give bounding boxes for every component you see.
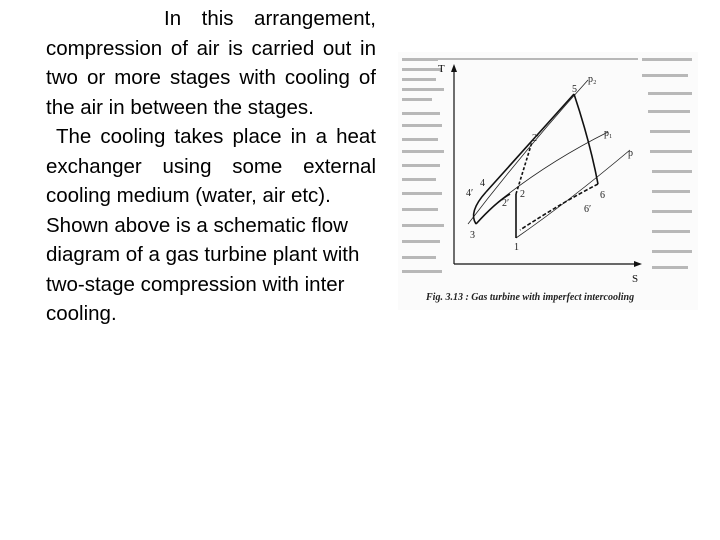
pressure-p1-label: p₁ <box>604 128 613 139</box>
paragraph-cooling: The cooling takes place in a heat exchanger using some external cooling medium (water, air etc). <box>46 125 376 207</box>
figure-caption: Fig. 3.13 : Gas turbine with imperfect intercooling <box>426 292 635 303</box>
paragraph-arrangement: In this arrangement, compression of air is carried out in two or more stages with cooling of the air in between the stages. <box>46 7 376 119</box>
t-axis-arrow <box>451 64 457 72</box>
t-axis-label: T <box>438 63 445 75</box>
point-5-label: 5 <box>572 84 577 95</box>
ts-diagram-figure <box>398 52 698 310</box>
pressure-p2-label: p₂ <box>588 74 597 85</box>
point-2prime-high-label: 2′ <box>532 133 540 144</box>
point-4prime-label: 4′ <box>466 188 474 199</box>
point-2prime-low-label: 2′ <box>502 198 510 209</box>
s-axis-arrow <box>634 261 642 267</box>
s-axis-label: S <box>632 273 639 285</box>
isobars <box>468 80 630 238</box>
point-2-label: 2 <box>520 189 525 200</box>
point-1-label: 1 <box>514 242 519 253</box>
axes <box>451 64 642 267</box>
isobar-p <box>516 150 630 238</box>
isobar-p2 <box>468 80 588 224</box>
point-6-label: 6 <box>600 190 605 201</box>
ts-diagram <box>398 52 698 310</box>
body-text <box>46 4 376 329</box>
point-4-label: 4 <box>480 178 485 189</box>
paragraph-schematic: Shown above is a schematic flow diagram of a gas turbine plant with two-stage compression with inter cooling. <box>46 213 360 325</box>
process-4-5 <box>486 94 574 192</box>
pressure-p-label: p <box>628 148 633 159</box>
cycle-lines <box>474 94 598 238</box>
isobar-p1 <box>498 132 608 202</box>
point-3-label: 3 <box>470 230 475 241</box>
point-6prime-label: 6′ <box>584 204 592 215</box>
background-scan-noise <box>402 58 692 273</box>
